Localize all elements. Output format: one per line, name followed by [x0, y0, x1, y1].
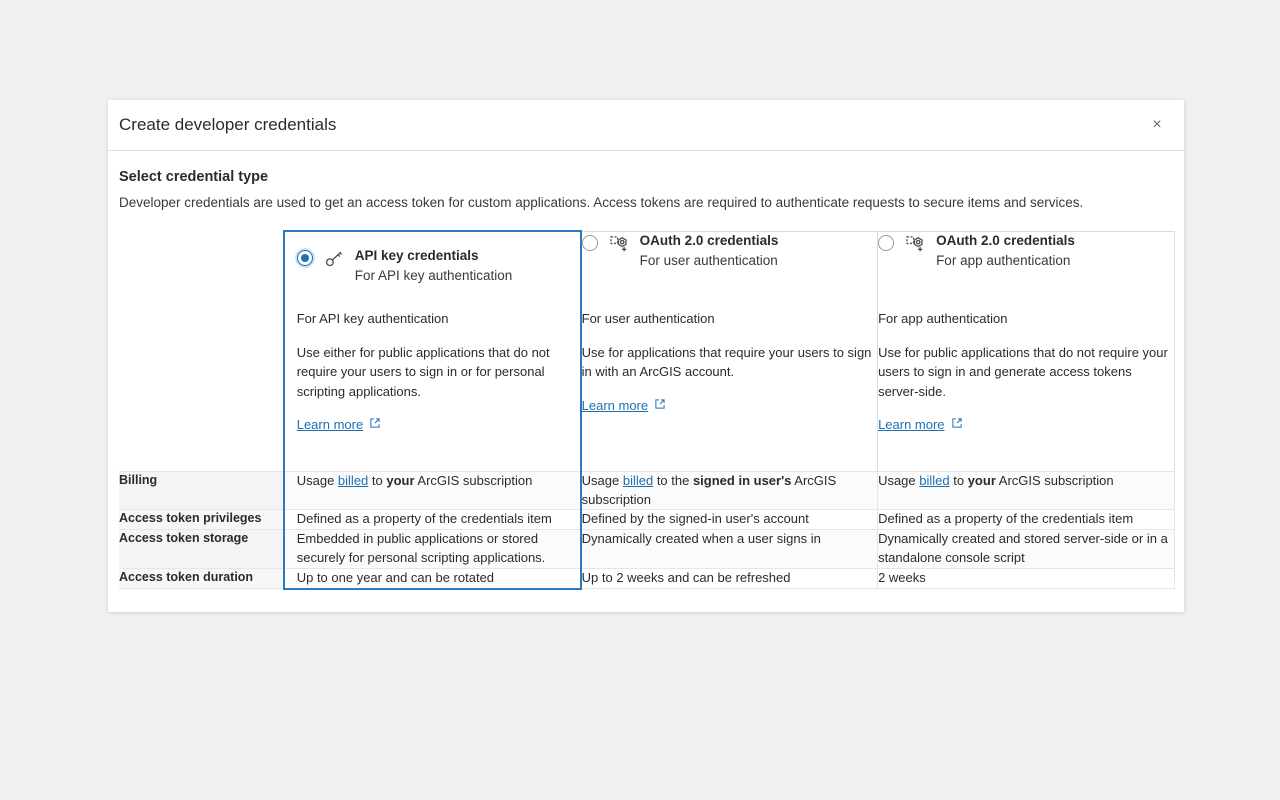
learn-more-link[interactable] — [582, 396, 666, 416]
option-subtitle: For user authentication — [639, 252, 778, 268]
cell-storage-oauth-user: Dynamically created when a user signs in — [581, 530, 878, 569]
empty-corner-cell — [119, 231, 284, 309]
table-row — [119, 471, 1175, 510]
description-body: Use for applications that require your users to sign in with an ArcGIS account. — [581, 344, 872, 380]
option-card-oauth-user[interactable] — [581, 231, 878, 309]
table-row — [119, 568, 1175, 588]
page-title: Create developer credentials — [119, 115, 337, 134]
cell-billing-oauth-user — [581, 471, 878, 510]
create-developer-credentials-dialog — [108, 100, 1184, 612]
external-link-icon — [951, 415, 963, 435]
cell-privileges-oauth-user: Defined by the signed-in user's account — [581, 510, 878, 530]
option-description-oauth-app — [878, 309, 1175, 471]
empty-cell — [119, 309, 284, 471]
close-icon[interactable]: × — [1146, 114, 1168, 136]
cell-text: to — [368, 472, 387, 488]
billed-link[interactable]: billed — [622, 472, 654, 488]
cell-text: Usage — [296, 472, 338, 488]
cell-emphasis: your — [967, 472, 996, 488]
cell-emphasis: your — [386, 472, 415, 488]
option-title: API key credentials — [354, 248, 479, 264]
radio-oauth-user[interactable] — [582, 235, 598, 251]
description-heading: For user authentication — [581, 311, 715, 327]
option-header-row — [119, 231, 1175, 309]
row-label-access-token-duration: Access token duration — [119, 568, 284, 588]
description-body: Use for public applications that do not require your users to sign in and generate access tokens server-side. — [878, 344, 1168, 399]
option-card-api-key[interactable] — [284, 231, 581, 309]
learn-more-link[interactable] — [878, 415, 962, 435]
external-link-icon — [654, 396, 666, 416]
dialog-header — [108, 100, 1184, 151]
cell-duration-oauth-app: 2 weeks — [878, 568, 1175, 588]
learn-more-label: Learn more — [878, 417, 945, 433]
section-title: Select credential type — [119, 169, 269, 185]
option-description-api-key — [284, 309, 581, 471]
cell-storage-oauth-app: Dynamically created and stored server-side or in a standalone console script — [878, 530, 1175, 569]
learn-more-label: Learn more — [296, 417, 364, 433]
option-title: OAuth 2.0 credentials — [936, 232, 1075, 248]
option-subtitle: For app authentication — [936, 252, 1071, 268]
key-icon — [323, 248, 345, 273]
billed-link[interactable]: billed — [919, 472, 950, 488]
billed-link[interactable]: billed — [337, 472, 369, 488]
option-title: OAuth 2.0 credentials — [639, 232, 779, 248]
cell-privileges-api-key: Defined as a property of the credentials item — [284, 510, 581, 530]
radio-api-key[interactable] — [297, 250, 313, 266]
credential-comparison-table — [119, 230, 1175, 590]
dialog-body — [108, 151, 1184, 612]
cell-emphasis: signed in user's — [692, 472, 792, 488]
external-link-icon — [369, 415, 381, 435]
option-subtitle: For API key authentication — [354, 268, 513, 284]
oauth-app-icon — [608, 233, 630, 258]
radio-oauth-app[interactable] — [878, 235, 894, 251]
table-row — [119, 530, 1175, 569]
cell-text: Usage — [581, 472, 623, 488]
cell-duration-api-key: Up to one year and can be rotated — [284, 568, 581, 588]
cell-text: ArcGIS subscription — [414, 472, 533, 488]
description-body: Use either for public applications that do not require your users to sign in or for personal scripting applications. — [296, 344, 550, 399]
cell-privileges-oauth-app: Defined as a property of the credentials item — [878, 510, 1175, 530]
table-row — [119, 510, 1175, 530]
section-description: Developer credentials are used to get an access token for custom applications. Access tokens are required to authenticate requests to secure items and services. — [119, 195, 1084, 210]
cell-duration-oauth-user: Up to 2 weeks and can be refreshed — [581, 568, 878, 588]
option-card-oauth-app[interactable] — [878, 231, 1175, 309]
description-heading: For API key authentication — [296, 311, 449, 327]
cell-text: ArcGIS subscription — [581, 472, 837, 507]
option-description-oauth-user — [581, 309, 878, 471]
oauth-app-icon — [904, 233, 926, 258]
row-label-access-token-privileges: Access token privileges — [119, 510, 284, 530]
option-description-row — [119, 309, 1175, 471]
cell-billing-api-key — [284, 471, 581, 510]
cell-storage-api-key: Embedded in public applications or stored securely for personal scripting applications. — [284, 530, 581, 569]
cell-billing-oauth-app — [878, 471, 1175, 510]
row-label-billing: Billing — [119, 471, 284, 510]
cell-text: Usage — [878, 472, 920, 488]
row-label-access-token-storage: Access token storage — [119, 530, 284, 569]
cell-text: ArcGIS subscription — [995, 472, 1114, 488]
cell-text: to — [949, 472, 968, 488]
cell-text: to the — [653, 472, 693, 488]
description-heading: For app authentication — [878, 311, 1008, 327]
learn-more-label: Learn more — [581, 397, 649, 413]
learn-more-link[interactable] — [297, 415, 381, 435]
